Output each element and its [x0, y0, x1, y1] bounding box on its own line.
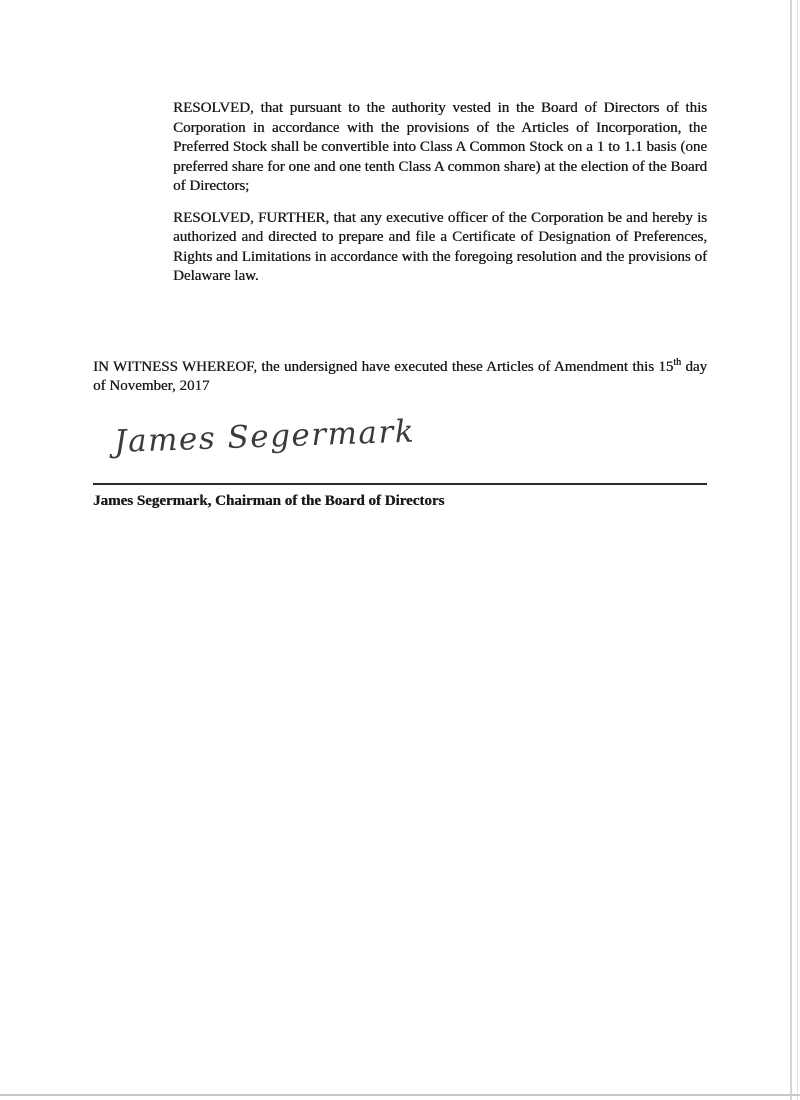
witness-clause-ordinal-superscript: th [673, 356, 682, 368]
handwritten-signature: James Segermark [113, 413, 416, 460]
resolutions-block [173, 99, 707, 287]
witness-clause-date-text: day of November, 2017 [93, 358, 707, 394]
printed-name-title: James Segermark, Chairman of the Board of Directors [93, 492, 445, 509]
witness-clause [93, 358, 707, 397]
signature-line [93, 483, 707, 485]
document-content [93, 0, 707, 511]
scan-edge-bottom [0, 1094, 800, 1096]
resolution-paragraph-2: RESOLVED, FURTHER, that any executive officer of the Corporation be and hereby is authorized and directed to prepare and file a Certificate of Designation of Preferences, Rights and Limitations in accordance with the foregoing resolution and the provisions of Delaware law. [173, 209, 707, 284]
witness-clause-text: IN WITNESS WHEREOF, the undersigned have executed these Articles of Amendment this 15 [93, 358, 674, 375]
scan-edge-right-outer [797, 0, 798, 1100]
scan-edge-right [790, 0, 792, 1100]
resolution-paragraph-1: RESOLVED, that pursuant to the authority vested in the Board of Directors of this Corporation in accordance with the provisions of the Articles of Incorporation, the Preferred Stock shall be convertible into Class A Common Stock on a 1 to 1.1 basis (one preferred share for one and one tenth Class A common share) at the election of the Board of Directors; [173, 100, 707, 194]
